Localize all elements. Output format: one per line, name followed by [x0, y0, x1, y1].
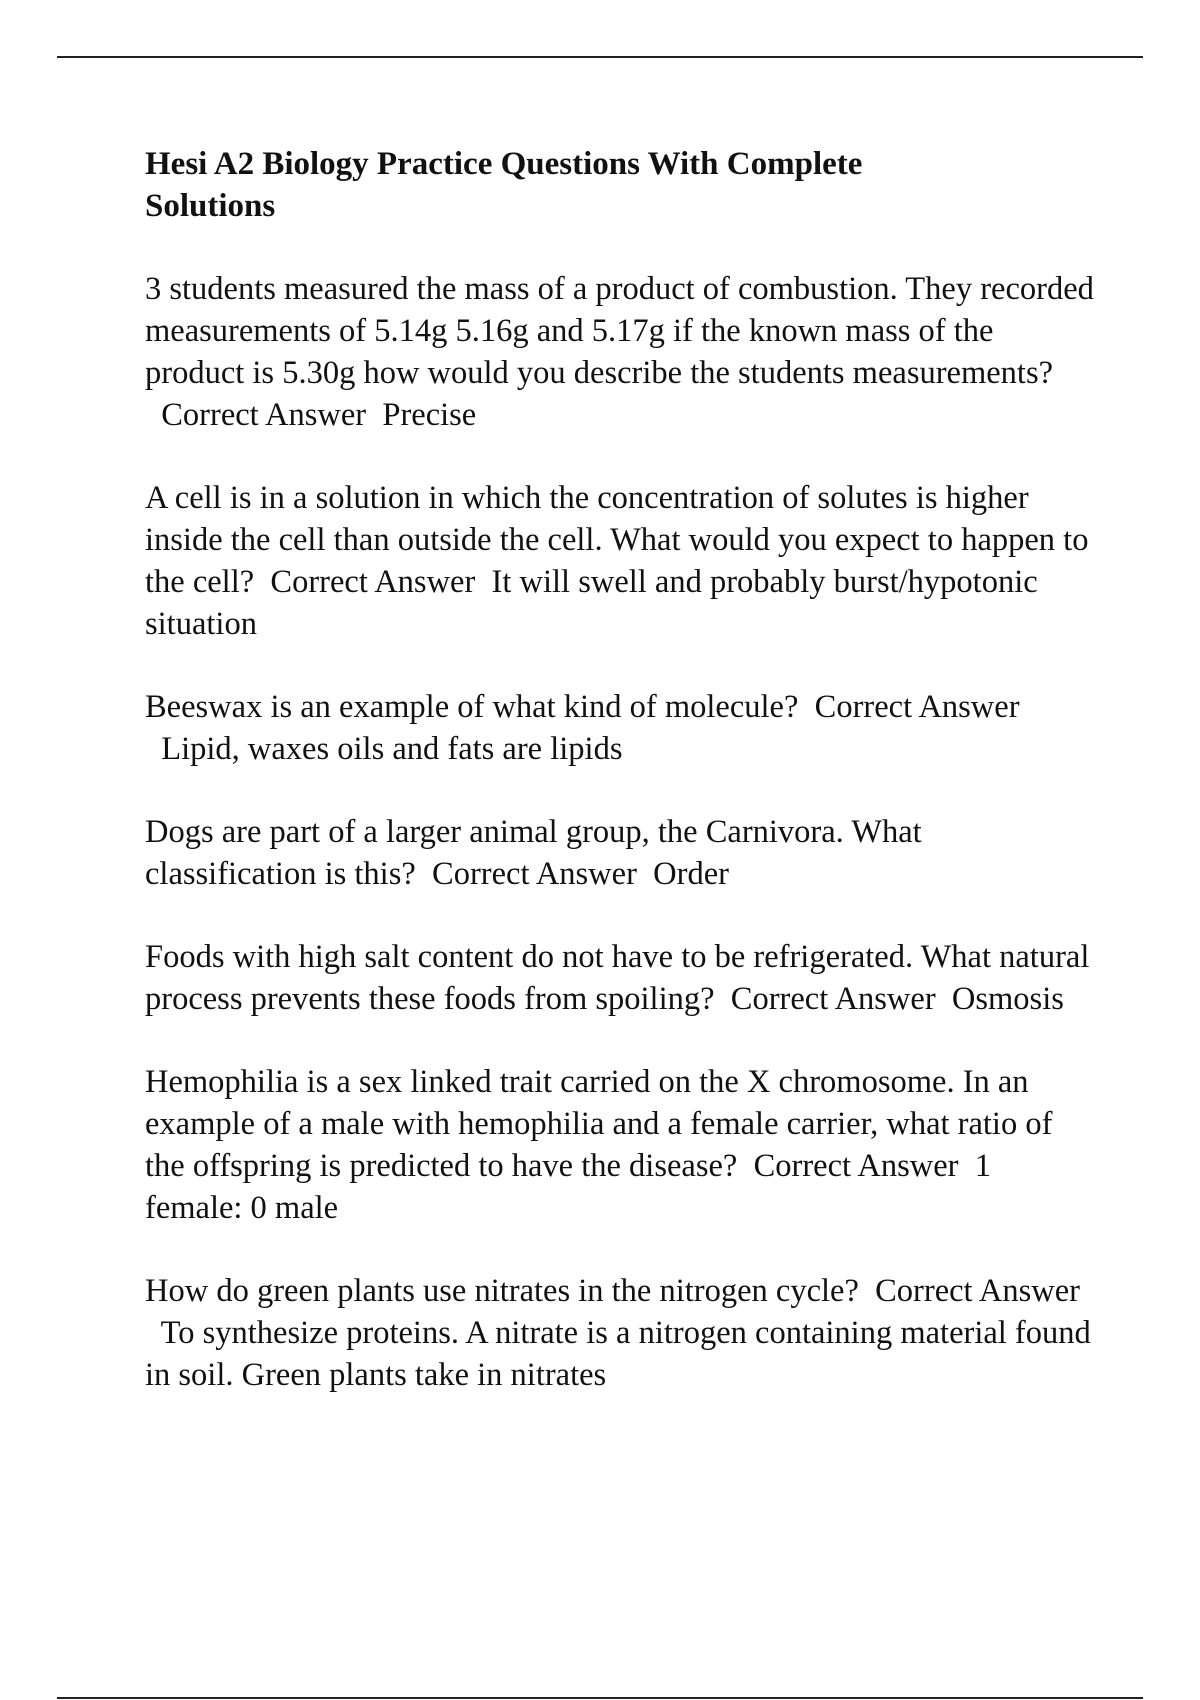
document-title: Hesi A2 Biology Practice Questions With Complete Solutions: [145, 146, 863, 224]
document-body: [145, 143, 1095, 1437]
answer-label: Correct Answer: [753, 1148, 959, 1184]
qa-item-5: [145, 936, 1095, 1020]
question-text: Hemophilia is a sex linked trait carried on the X chromosome. In an example of a male with hemophilia and a female carrier, what ratio of the offspring is predicted to have the disease?: [145, 1064, 1053, 1184]
answer-label: Correct Answer: [814, 689, 1020, 725]
answer-text: Precise: [382, 397, 477, 433]
question-text: A cell is in a solution in which the concentration of solutes is higher inside the cell than outside the cell. What would you expect to happen to the cell?: [145, 480, 1089, 600]
answer-label: Correct Answer: [270, 564, 476, 600]
answer-text: Osmosis: [951, 981, 1064, 1017]
qa-item-6: [145, 1061, 1095, 1229]
answer-text: Order: [653, 856, 729, 892]
question-text: How do green plants use nitrates in the nitrogen cycle?: [145, 1273, 859, 1309]
top-divider: [57, 56, 1143, 58]
question-text: Dogs are part of a larger animal group, the Carnivora. What classification is this?: [145, 814, 922, 892]
qa-item-1: [145, 268, 1095, 436]
answer-label: Correct Answer: [730, 981, 936, 1017]
qa-item-2: [145, 477, 1095, 645]
answer-text: To synthesize proteins. A nitrate is a nitrogen containing material found in soil. Green plants take in nitrates: [145, 1315, 1091, 1393]
question-text: 3 students measured the mass of a product of combustion. They recorded measurements of 5.14g 5.16g and 5.17g if the known mass of the product is 5.30g how would you describe the students measurements?: [145, 271, 1094, 391]
answer-label: Correct Answer: [875, 1273, 1080, 1309]
question-list: [145, 268, 1095, 1396]
question-text: Beeswax is an example of what kind of molecule?: [145, 689, 799, 725]
qa-item-3: [145, 686, 1095, 770]
bottom-divider: [57, 1697, 1143, 1699]
qa-item-4: [145, 811, 1095, 895]
answer-label: Correct Answer: [161, 397, 367, 433]
answer-text: 1 female: 0 male: [145, 1148, 991, 1226]
answer-text: It will swell and probably burst/hypotonic situation: [145, 564, 1038, 642]
question-text: Foods with high salt content do not have to be refrigerated. What natural process prevents these foods from spoiling?: [145, 939, 1090, 1017]
answer-label: Correct Answer: [432, 856, 637, 892]
qa-item-7: [145, 1270, 1095, 1396]
answer-text: Lipid, waxes oils and fats are lipids: [161, 731, 623, 767]
